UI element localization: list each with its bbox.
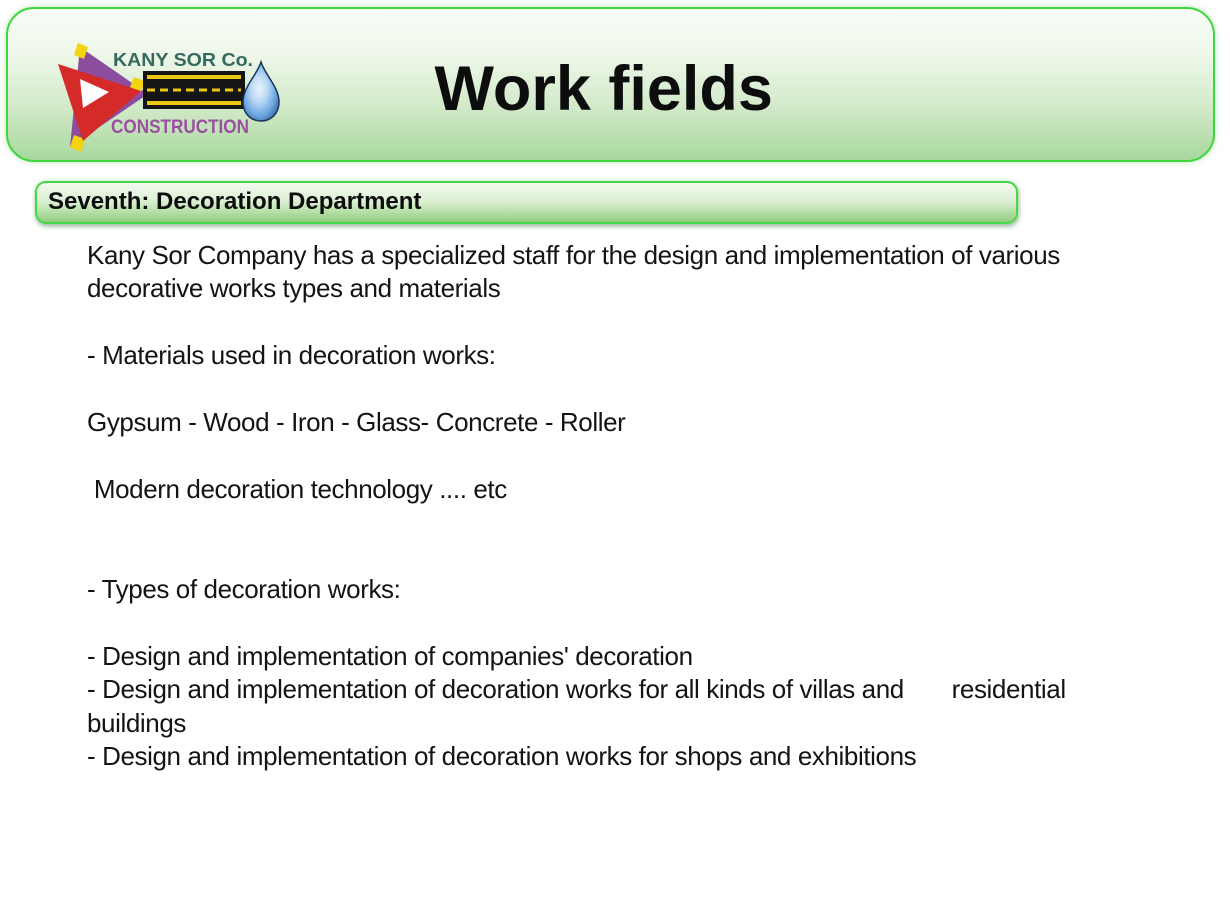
body-line: decorative works types and materials — [87, 273, 501, 304]
body-line — [87, 506, 1224, 539]
body-line: buildings — [87, 707, 187, 738]
body-line — [87, 306, 1224, 339]
body-line — [87, 439, 1224, 472]
body-line: - Design and implementation of companies' decoration — [87, 640, 693, 671]
body-line: - Design and implementation of decoration works for shops and exhibitions — [87, 741, 917, 771]
road-icon — [143, 71, 245, 109]
body-line — [87, 606, 1224, 639]
company-logo — [48, 39, 293, 155]
logo-tagline: CONSTRUCTION — [111, 117, 249, 138]
body-line: Kany Sor Company has a specialized staff for the design and implementation of various — [87, 240, 1060, 270]
header-banner — [6, 7, 1215, 162]
body-line: - Materials used in decoration works: — [87, 340, 496, 371]
body-line — [87, 540, 1224, 573]
water-drop-icon — [243, 62, 279, 121]
page-title: Work fields — [434, 54, 773, 124]
section-header-label: Seventh: Decoration Department — [48, 188, 422, 215]
body-line: Modern decoration technology .... etc — [87, 473, 507, 504]
body-text-block — [87, 239, 1224, 773]
section-header-bar — [35, 181, 1018, 224]
body-line: Gypsum - Wood - Iron - Glass- Concrete - Roller — [87, 407, 626, 437]
body-line: - Design and implementation of decoration works for all kinds of villas and residential — [87, 674, 1066, 705]
logo-company-name: KANY SOR Co. — [113, 50, 253, 70]
body-line: - Types of decoration works: — [87, 573, 401, 604]
body-line — [87, 373, 1224, 406]
